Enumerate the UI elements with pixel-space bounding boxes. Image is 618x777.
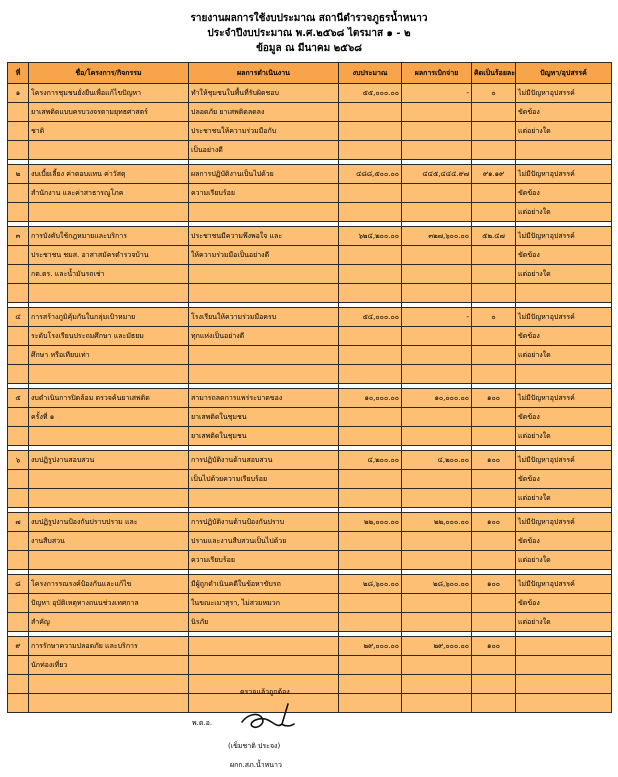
no-cell bbox=[8, 613, 29, 632]
budget-cell bbox=[339, 470, 402, 489]
no-cell: ๗ bbox=[8, 513, 29, 532]
problem-cell: ขัดข้อง bbox=[516, 408, 612, 427]
project-cell bbox=[29, 694, 189, 713]
project-cell bbox=[29, 365, 189, 384]
problem-cell: ไม่มีปัญหาอุปสรรค์ bbox=[516, 84, 612, 103]
result-cell: ปลอดภัย ยาเสพติดลดลง bbox=[189, 103, 339, 122]
project-cell bbox=[29, 284, 189, 303]
no-cell bbox=[8, 265, 29, 284]
no-cell: ๕ bbox=[8, 389, 29, 408]
report-title: รายงานผลการใช้งบประมาณ สถานีตำรวจภูธรน้ำหนาว bbox=[190, 13, 428, 24]
table-row bbox=[8, 694, 612, 713]
project-cell: ครั้งที่ ๑ bbox=[29, 408, 189, 427]
result-cell: นิรภัย bbox=[189, 613, 339, 632]
spent-cell bbox=[402, 184, 472, 203]
spent-cell bbox=[402, 365, 472, 384]
result-cell: ยาเสพติดในชุมชน bbox=[189, 427, 339, 446]
problem-cell: ขัดข้อง bbox=[516, 246, 612, 265]
table-row bbox=[8, 122, 612, 141]
budget-cell bbox=[339, 184, 402, 203]
table-row bbox=[8, 265, 612, 284]
budget-cell bbox=[339, 103, 402, 122]
budget-cell bbox=[339, 694, 402, 713]
table-row bbox=[8, 513, 612, 532]
signer-rank: พ.ต.อ. bbox=[192, 719, 213, 727]
percent-cell bbox=[472, 675, 516, 694]
result-cell: ยาเสพติดในชุมชน bbox=[189, 408, 339, 427]
spent-cell bbox=[402, 427, 472, 446]
table-row bbox=[8, 184, 612, 203]
table-row bbox=[8, 327, 612, 346]
budget-cell bbox=[339, 346, 402, 365]
percent-cell bbox=[472, 103, 516, 122]
table-row bbox=[8, 637, 612, 656]
spent-cell: ๔๔๕,๔๔๔.๙๗ bbox=[402, 165, 472, 184]
project-cell: นักท่องเที่ยว bbox=[29, 656, 189, 675]
percent-cell bbox=[472, 594, 516, 613]
table-row bbox=[8, 470, 612, 489]
result-cell bbox=[189, 656, 339, 675]
percent-cell bbox=[472, 184, 516, 203]
problem-cell bbox=[516, 675, 612, 694]
spent-cell bbox=[402, 246, 472, 265]
table-body bbox=[8, 84, 612, 713]
budget-cell bbox=[339, 203, 402, 222]
result-cell: ทุกแห่งเป็นอย่างดี bbox=[189, 327, 339, 346]
problem-cell bbox=[516, 656, 612, 675]
budget-cell bbox=[339, 427, 402, 446]
col-header-project: ชื่อ/โครงการ/กิจกรรม bbox=[29, 63, 189, 84]
percent-cell bbox=[472, 246, 516, 265]
problem-cell: ไม่มีปัญหาอุปสรรค์ bbox=[516, 389, 612, 408]
spent-cell: ๑๐,๐๐๐.๐๐ bbox=[402, 389, 472, 408]
project-cell bbox=[29, 203, 189, 222]
table-row bbox=[8, 203, 612, 222]
result-cell: โรงเรียนให้ความร่วมมือครบ bbox=[189, 308, 339, 327]
budget-cell: ๑๐,๐๐๐.๐๐ bbox=[339, 389, 402, 408]
spent-cell: ๒๘,๖๐๐.๐๐ bbox=[402, 575, 472, 594]
project-cell: งานสืบสวน bbox=[29, 532, 189, 551]
problem-cell bbox=[516, 637, 612, 656]
table-row bbox=[8, 575, 612, 594]
problem-cell bbox=[516, 694, 612, 713]
budget-cell bbox=[339, 246, 402, 265]
budget-cell bbox=[339, 613, 402, 632]
project-cell: การบังคับใช้กฎหมายและบริการ bbox=[29, 227, 189, 246]
spent-cell: ๓๒๗,๖๐๐.๐๐ bbox=[402, 227, 472, 246]
budget-cell bbox=[339, 408, 402, 427]
col-header-percent: คิดเป็นร้อยละ bbox=[472, 63, 516, 84]
budget-cell bbox=[339, 675, 402, 694]
col-header-no: ที่ bbox=[8, 63, 29, 84]
no-cell bbox=[8, 184, 29, 203]
spent-cell bbox=[402, 408, 472, 427]
no-cell: ๔ bbox=[8, 308, 29, 327]
no-cell: ๙ bbox=[8, 637, 29, 656]
problem-cell: แต่อย่างใด bbox=[516, 265, 612, 284]
problem-cell: ไม่มีปัญหาอุปสรรค์ bbox=[516, 513, 612, 532]
budget-cell: ๕๔,๐๐๐.๐๐ bbox=[339, 308, 402, 327]
project-cell: การสร้างภูมิคุ้มกันในกลุ่มเป้าหมาย bbox=[29, 308, 189, 327]
budget-cell bbox=[339, 327, 402, 346]
no-cell: ๓ bbox=[8, 227, 29, 246]
table-row bbox=[8, 675, 612, 694]
spent-cell bbox=[402, 141, 472, 160]
spent-cell bbox=[402, 122, 472, 141]
percent-cell bbox=[472, 427, 516, 446]
result-cell: ประชาชนให้ความร่วมมือกับ bbox=[189, 122, 339, 141]
table-row bbox=[8, 389, 612, 408]
report-fiscal-year: ประจำปีงบประมาณ พ.ศ.๒๕๖๘ ไตรมาส ๑ - ๒ bbox=[207, 28, 411, 39]
no-cell bbox=[8, 675, 29, 694]
budget-cell: ๔,๒๐๐.๐๐ bbox=[339, 451, 402, 470]
col-header-budget: งบประมาณ bbox=[339, 63, 402, 84]
problem-cell: ขัดข้อง bbox=[516, 470, 612, 489]
problem-cell: ไม่มีปัญหาอุปสรรค์ bbox=[516, 227, 612, 246]
problem-cell: ไม่มีปัญหาอุปสรรค์ bbox=[516, 451, 612, 470]
no-cell bbox=[8, 470, 29, 489]
spent-cell bbox=[402, 470, 472, 489]
col-header-spent: ผลการเบิกจ่าย bbox=[402, 63, 472, 84]
percent-cell bbox=[472, 656, 516, 675]
result-cell: ในขณะเมาสุรา, ไม่สวมหมวก bbox=[189, 594, 339, 613]
budget-cell: ๕๕,๐๐๐.๐๐ bbox=[339, 84, 402, 103]
result-cell: ผลการปฏิบัติงานเป็นไปด้วย bbox=[189, 165, 339, 184]
spent-cell: - bbox=[402, 308, 472, 327]
budget-cell bbox=[339, 365, 402, 384]
project-cell: โครงการชุมชนยั่งยืนเพื่อแก้ไขปัญหา bbox=[29, 84, 189, 103]
percent-cell bbox=[472, 327, 516, 346]
percent-cell: ๙๑.๑๙ bbox=[472, 165, 516, 184]
col-header-result: ผลการดำเนินงาน bbox=[189, 63, 339, 84]
problem-cell: ไม่มีปัญหาอุปสรรค์ bbox=[516, 575, 612, 594]
result-cell bbox=[189, 346, 339, 365]
problem-cell: แต่อย่างใด bbox=[516, 551, 612, 570]
percent-cell bbox=[472, 122, 516, 141]
project-cell bbox=[29, 141, 189, 160]
problem-cell: ขัดข้อง bbox=[516, 327, 612, 346]
percent-cell bbox=[472, 284, 516, 303]
problem-cell: แต่อย่างใด bbox=[516, 203, 612, 222]
spent-cell bbox=[402, 489, 472, 508]
table-row bbox=[8, 84, 612, 103]
table-row bbox=[8, 346, 612, 365]
no-cell bbox=[8, 327, 29, 346]
budget-cell bbox=[339, 532, 402, 551]
project-cell: ยาเสพติดแบบครบวงจรตามยุทธศาสตร์ bbox=[29, 103, 189, 122]
percent-cell: ๑๐๐ bbox=[472, 513, 516, 532]
table-row bbox=[8, 308, 612, 327]
result-cell bbox=[189, 265, 339, 284]
result-cell bbox=[189, 637, 339, 656]
table-row bbox=[8, 532, 612, 551]
spent-cell bbox=[402, 594, 472, 613]
spent-cell bbox=[402, 613, 472, 632]
project-cell: สำคัญ bbox=[29, 613, 189, 632]
budget-cell: ๒๘,๖๐๐.๐๐ bbox=[339, 575, 402, 594]
percent-cell bbox=[472, 613, 516, 632]
table-row bbox=[8, 656, 612, 675]
result-cell: การปฏิบัติงานด้านป้องกันปราบ bbox=[189, 513, 339, 532]
result-cell: ให้ความร่วมมือเป็นอย่างดี bbox=[189, 246, 339, 265]
problem-cell: ขัดข้อง bbox=[516, 532, 612, 551]
no-cell bbox=[8, 141, 29, 160]
table-row bbox=[8, 427, 612, 446]
signer-name: (เข็มชาติ ประจง) bbox=[228, 742, 281, 750]
percent-cell: ๐ bbox=[472, 308, 516, 327]
spent-cell bbox=[402, 103, 472, 122]
table-row bbox=[8, 551, 612, 570]
result-cell: ทำให้ชุมชนในพื้นที่รับผิดชอบ bbox=[189, 84, 339, 103]
table-row bbox=[8, 489, 612, 508]
spent-cell: ๔,๒๐๐.๐๐ bbox=[402, 451, 472, 470]
project-cell bbox=[29, 675, 189, 694]
budget-cell: ๖๒๔,๒๐๐.๐๐ bbox=[339, 227, 402, 246]
project-cell bbox=[29, 489, 189, 508]
project-cell: กต.ตร. และน้ำมันรถเช่า bbox=[29, 265, 189, 284]
problem-cell bbox=[516, 365, 612, 384]
budget-cell: ๒๒,๐๐๐.๐๐ bbox=[339, 513, 402, 532]
no-cell bbox=[8, 427, 29, 446]
percent-cell bbox=[472, 470, 516, 489]
budget-cell bbox=[339, 594, 402, 613]
problem-cell: ขัดข้อง bbox=[516, 184, 612, 203]
no-cell bbox=[8, 122, 29, 141]
project-cell: การรักษาความปลอดภัย และบริการ bbox=[29, 637, 189, 656]
problem-cell: ขัดข้อง bbox=[516, 103, 612, 122]
spent-cell bbox=[402, 327, 472, 346]
table-row bbox=[8, 165, 612, 184]
no-cell bbox=[8, 656, 29, 675]
result-cell: ประชาชนมีความพึงพอใจ และ bbox=[189, 227, 339, 246]
percent-cell bbox=[472, 203, 516, 222]
project-cell: ประชาชน ชมส. อาสาสมัครตำรวจบ้าน bbox=[29, 246, 189, 265]
spent-cell bbox=[402, 284, 472, 303]
problem-cell: แต่อย่างใด bbox=[516, 427, 612, 446]
table-row bbox=[8, 594, 612, 613]
budget-cell bbox=[339, 284, 402, 303]
no-cell bbox=[8, 284, 29, 303]
table-row bbox=[8, 451, 612, 470]
percent-cell bbox=[472, 694, 516, 713]
table-row bbox=[8, 365, 612, 384]
no-cell bbox=[8, 365, 29, 384]
result-cell bbox=[189, 365, 339, 384]
budget-cell bbox=[339, 122, 402, 141]
project-cell: สำนักงาน และค่าสาธารณูโภค bbox=[29, 184, 189, 203]
project-cell: ปัญหา อุบัติเหตุทางถนนช่วงเทศกาล bbox=[29, 594, 189, 613]
budget-cell: ๔๘๘,๕๐๐.๐๐ bbox=[339, 165, 402, 184]
percent-cell: ๕๒.๔๗ bbox=[472, 227, 516, 246]
table-row bbox=[8, 613, 612, 632]
col-header-problem: ปัญหา/อุปสรรค์ bbox=[516, 63, 612, 84]
table-header-row bbox=[8, 63, 612, 84]
no-cell bbox=[8, 594, 29, 613]
percent-cell bbox=[472, 532, 516, 551]
percent-cell bbox=[472, 489, 516, 508]
no-cell bbox=[8, 694, 29, 713]
result-cell: ปรามและงานสืบสวนเป็นไปด้วย bbox=[189, 532, 339, 551]
percent-cell bbox=[472, 346, 516, 365]
spent-cell bbox=[402, 694, 472, 713]
no-cell: ๖ bbox=[8, 451, 29, 470]
no-cell: ๒ bbox=[8, 165, 29, 184]
no-cell: ๘ bbox=[8, 575, 29, 594]
problem-cell: แต่อย่างใด bbox=[516, 122, 612, 141]
no-cell bbox=[8, 346, 29, 365]
problem-cell bbox=[516, 141, 612, 160]
budget-cell bbox=[339, 656, 402, 675]
spent-cell: ๒๒,๐๐๐.๐๐ bbox=[402, 513, 472, 532]
result-cell: ความเรียบร้อย bbox=[189, 551, 339, 570]
problem-cell: ไม่มีปัญหาอุปสรรค์ bbox=[516, 308, 612, 327]
report-data-date: ข้อมูล ณ มีนาคม ๒๕๖๘ bbox=[256, 43, 362, 54]
spent-cell bbox=[402, 551, 472, 570]
percent-cell bbox=[472, 365, 516, 384]
spent-cell bbox=[402, 265, 472, 284]
budget-table bbox=[7, 62, 612, 713]
percent-cell bbox=[472, 551, 516, 570]
percent-cell bbox=[472, 408, 516, 427]
spent-cell bbox=[402, 346, 472, 365]
result-cell: เป็นอย่างดี bbox=[189, 141, 339, 160]
project-cell bbox=[29, 470, 189, 489]
result-cell: ความเรียบร้อย bbox=[189, 184, 339, 203]
no-cell bbox=[8, 489, 29, 508]
project-cell: งบเบี้ยเลี้ยง ค่าตอบแทน ค่าวัสดุ bbox=[29, 165, 189, 184]
project-cell: ศึกษา หรือเทียบเท่า bbox=[29, 346, 189, 365]
problem-cell bbox=[516, 284, 612, 303]
no-cell bbox=[8, 103, 29, 122]
no-cell bbox=[8, 246, 29, 265]
no-cell bbox=[8, 203, 29, 222]
problem-cell: ไม่มีปัญหาอุปสรรค์ bbox=[516, 165, 612, 184]
spent-cell: - bbox=[402, 84, 472, 103]
budget-cell bbox=[339, 265, 402, 284]
project-cell: ชาติ bbox=[29, 122, 189, 141]
spent-cell bbox=[402, 203, 472, 222]
budget-cell bbox=[339, 141, 402, 160]
percent-cell: ๐ bbox=[472, 84, 516, 103]
spent-cell bbox=[402, 675, 472, 694]
result-cell: มีผู้ถูกดำเนินคดีในข้อหาขับรถ bbox=[189, 575, 339, 594]
result-cell bbox=[189, 203, 339, 222]
problem-cell: ขัดข้อง bbox=[516, 594, 612, 613]
signature-mark bbox=[238, 700, 296, 734]
project-cell: โครงการรณรงค์ป้องกันและแก้ไข bbox=[29, 575, 189, 594]
percent-cell bbox=[472, 265, 516, 284]
result-cell bbox=[189, 489, 339, 508]
percent-cell: ๑๐๐ bbox=[472, 389, 516, 408]
project-cell: งบดำเนินการปิดล้อม ตรวจค้นยาเสพติด bbox=[29, 389, 189, 408]
percent-cell: ๑๐๐ bbox=[472, 575, 516, 594]
budget-cell: ๒๙,๐๐๐.๐๐ bbox=[339, 637, 402, 656]
result-cell: เป็นไปด้วยความเรียบร้อย bbox=[189, 470, 339, 489]
result-cell bbox=[189, 284, 339, 303]
percent-cell: ๑๐๐ bbox=[472, 451, 516, 470]
project-cell bbox=[29, 427, 189, 446]
no-cell bbox=[8, 551, 29, 570]
table-row bbox=[8, 284, 612, 303]
budget-cell bbox=[339, 551, 402, 570]
table-row bbox=[8, 141, 612, 160]
spent-cell bbox=[402, 656, 472, 675]
problem-cell: แต่อย่างใด bbox=[516, 346, 612, 365]
table-row bbox=[8, 408, 612, 427]
spent-cell bbox=[402, 532, 472, 551]
spent-cell: ๒๙,๐๐๐.๐๐ bbox=[402, 637, 472, 656]
result-cell: สามารถลดการแพร่ระบาดของ bbox=[189, 389, 339, 408]
table-row bbox=[8, 227, 612, 246]
table-row bbox=[8, 103, 612, 122]
project-cell: งบปฏิรูปงานสอบสวน bbox=[29, 451, 189, 470]
percent-cell: ๑๐๐ bbox=[472, 637, 516, 656]
no-cell bbox=[8, 532, 29, 551]
problem-cell: แต่อย่างใด bbox=[516, 613, 612, 632]
signer-position: ผกก.สภ.น้ำหนาว bbox=[230, 761, 282, 769]
verified-label: ตรวจแล้วถูกต้อง bbox=[240, 688, 290, 696]
percent-cell bbox=[472, 141, 516, 160]
problem-cell: แต่อย่างใด bbox=[516, 489, 612, 508]
project-cell: งบปฏิรูปงานป้องกันปราบปราม และ bbox=[29, 513, 189, 532]
result-cell: การปฏิบัติงานด้านสอบสวน bbox=[189, 451, 339, 470]
table-row bbox=[8, 246, 612, 265]
budget-cell bbox=[339, 489, 402, 508]
project-cell bbox=[29, 551, 189, 570]
no-cell bbox=[8, 408, 29, 427]
no-cell: ๑ bbox=[8, 84, 29, 103]
project-cell: ระดับโรงเรียนประถมศึกษา และมัธยม bbox=[29, 327, 189, 346]
